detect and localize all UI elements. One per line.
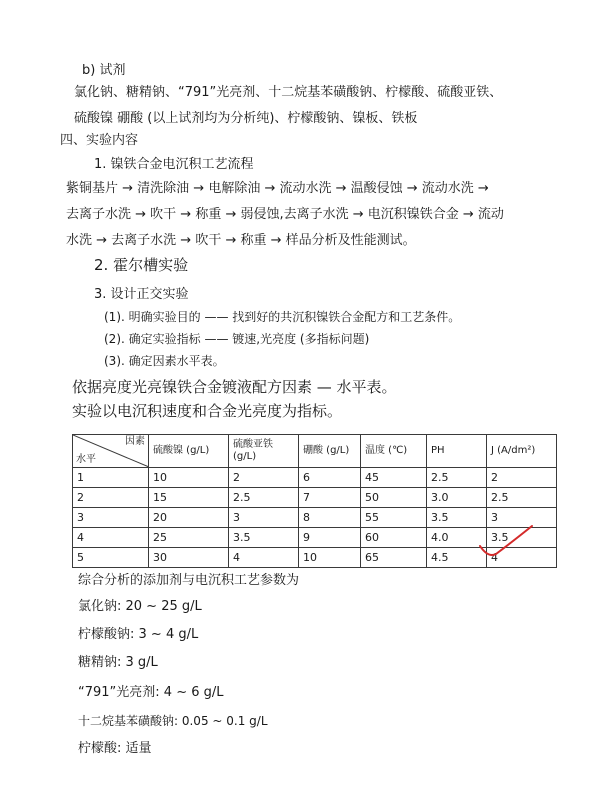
table-cell: 20 bbox=[149, 508, 229, 528]
design-step-2: (2). 确定实验指标 —— 镀速,光亮度 (多指标问题) bbox=[104, 332, 370, 346]
hull-cell-heading: 2. 霍尔槽实验 bbox=[94, 256, 189, 274]
table-cell: 1 bbox=[73, 468, 149, 488]
table-cell: 2 bbox=[229, 468, 299, 488]
table-cell: 55 bbox=[361, 508, 427, 528]
reagents-list-line-1: 氯化钠、糖精钠、“791”光亮剂、十二烷基苯磺酸钠、柠檬酸、硫酸亚铁、 bbox=[74, 85, 503, 100]
table-cell: 50 bbox=[361, 488, 427, 508]
table-cell: 8 bbox=[299, 508, 361, 528]
table-cell: 3.5 bbox=[427, 508, 487, 528]
table-cell: 2.5 bbox=[487, 488, 557, 508]
table-cell: 3 bbox=[487, 508, 557, 528]
table-cell: 10 bbox=[299, 548, 361, 568]
process-flow-line-1: 紫铜基片 → 清洗除油 → 电解除油 → 流动水洗 → 温酸侵蚀 → 流动水洗 → bbox=[66, 181, 489, 196]
col-header-nickel-sulfate: 硫酸镍 (g/L) bbox=[149, 435, 229, 468]
table-cell: 7 bbox=[299, 488, 361, 508]
table-corner-cell bbox=[73, 435, 149, 468]
table-cell: 6 bbox=[299, 468, 361, 488]
table-cell: 15 bbox=[149, 488, 229, 508]
table-cell: 4.0 bbox=[427, 528, 487, 548]
table-cell: 2.5 bbox=[229, 488, 299, 508]
table-cell: 4 bbox=[73, 528, 149, 548]
factor-table-intro-2: 实验以电沉积速度和合金光亮度为指标。 bbox=[72, 402, 343, 420]
table-cell: 2 bbox=[487, 468, 557, 488]
design-step-3: (3). 确定因素水平表。 bbox=[104, 354, 225, 368]
table-header-row bbox=[73, 435, 557, 468]
table-cell: 4 bbox=[487, 548, 557, 568]
corner-factor-label: 因素 bbox=[125, 436, 145, 447]
param-sodium-dodecylbenzenesulfonate: 十二烷基苯磺酸钠: 0.05 ~ 0.1 g/L bbox=[78, 714, 268, 728]
corner-level-label: 水平 bbox=[76, 454, 96, 465]
factor-table-intro-1: 依据亮度光亮镍铁合金镀液配方因素 — 水平表。 bbox=[72, 378, 397, 396]
table-row bbox=[73, 488, 557, 508]
table-cell: 4 bbox=[229, 548, 299, 568]
param-brightener-791: “791”光亮剂: 4 ~ 6 g/L bbox=[78, 685, 224, 700]
process-flow-heading: 1. 镍铁合金电沉积工艺流程 bbox=[94, 157, 254, 172]
param-sodium-saccharin: 糖精钠: 3 g/L bbox=[78, 655, 158, 670]
orthogonal-design-heading: 3. 设计正交实验 bbox=[94, 287, 189, 302]
table-cell: 2 bbox=[73, 488, 149, 508]
col-header-ph: PH bbox=[427, 435, 487, 468]
table-cell: 5 bbox=[73, 548, 149, 568]
table-cell: 4.5 bbox=[427, 548, 487, 568]
table-cell: 3 bbox=[73, 508, 149, 528]
param-citric-acid: 柠檬酸: 适量 bbox=[78, 741, 152, 756]
table-cell: 3.5 bbox=[229, 528, 299, 548]
table-cell: 60 bbox=[361, 528, 427, 548]
table-cell: 65 bbox=[361, 548, 427, 568]
param-sodium-citrate: 柠檬酸钠: 3 ~ 4 g/L bbox=[78, 627, 199, 642]
table-cell: 3.5 bbox=[487, 528, 557, 548]
col-header-boric-acid: 硼酸 (g/L) bbox=[299, 435, 361, 468]
parameters-heading: 综合分析的添加剂与电沉积工艺参数为 bbox=[78, 573, 300, 588]
process-flow-line-3: 水洗 → 去离子水洗 → 吹干 → 称重 → 样品分析及性能测试。 bbox=[66, 233, 416, 248]
reagents-list-line-2: 硫酸镍 硼酸 (以上试剂均为分析纯)、柠檬酸钠、镍板、铁板 bbox=[74, 111, 418, 126]
table-cell: 30 bbox=[149, 548, 229, 568]
section-heading-experiment: 四、实验内容 bbox=[60, 133, 139, 148]
col-header-ferrous-sulfate: 硫酸亚铁 (g/L) bbox=[229, 435, 299, 468]
table-cell: 9 bbox=[299, 528, 361, 548]
table-cell: 2.5 bbox=[427, 468, 487, 488]
param-sodium-chloride: 氯化钠: 20 ~ 25 g/L bbox=[78, 599, 202, 614]
col-header-current-density: J (A/dm²) bbox=[487, 435, 557, 468]
table-cell: 3.0 bbox=[427, 488, 487, 508]
table-cell: 10 bbox=[149, 468, 229, 488]
process-flow-line-2: 去离子水洗 → 吹干 → 称重 → 弱侵蚀,去离子水洗 → 电沉积镍铁合金 → 流动 bbox=[66, 207, 504, 222]
red-checkmark-icon bbox=[478, 524, 534, 560]
table-cell: 3 bbox=[229, 508, 299, 528]
col-header-temperature: 温度 (℃) bbox=[361, 435, 427, 468]
design-step-1: (1). 明确实验目的 —— 找到好的共沉积镍铁合金配方和工艺条件。 bbox=[104, 310, 461, 324]
table-cell: 25 bbox=[149, 528, 229, 548]
table-cell: 45 bbox=[361, 468, 427, 488]
reagents-heading: b) 试剂 bbox=[82, 63, 126, 78]
table-row bbox=[73, 468, 557, 488]
